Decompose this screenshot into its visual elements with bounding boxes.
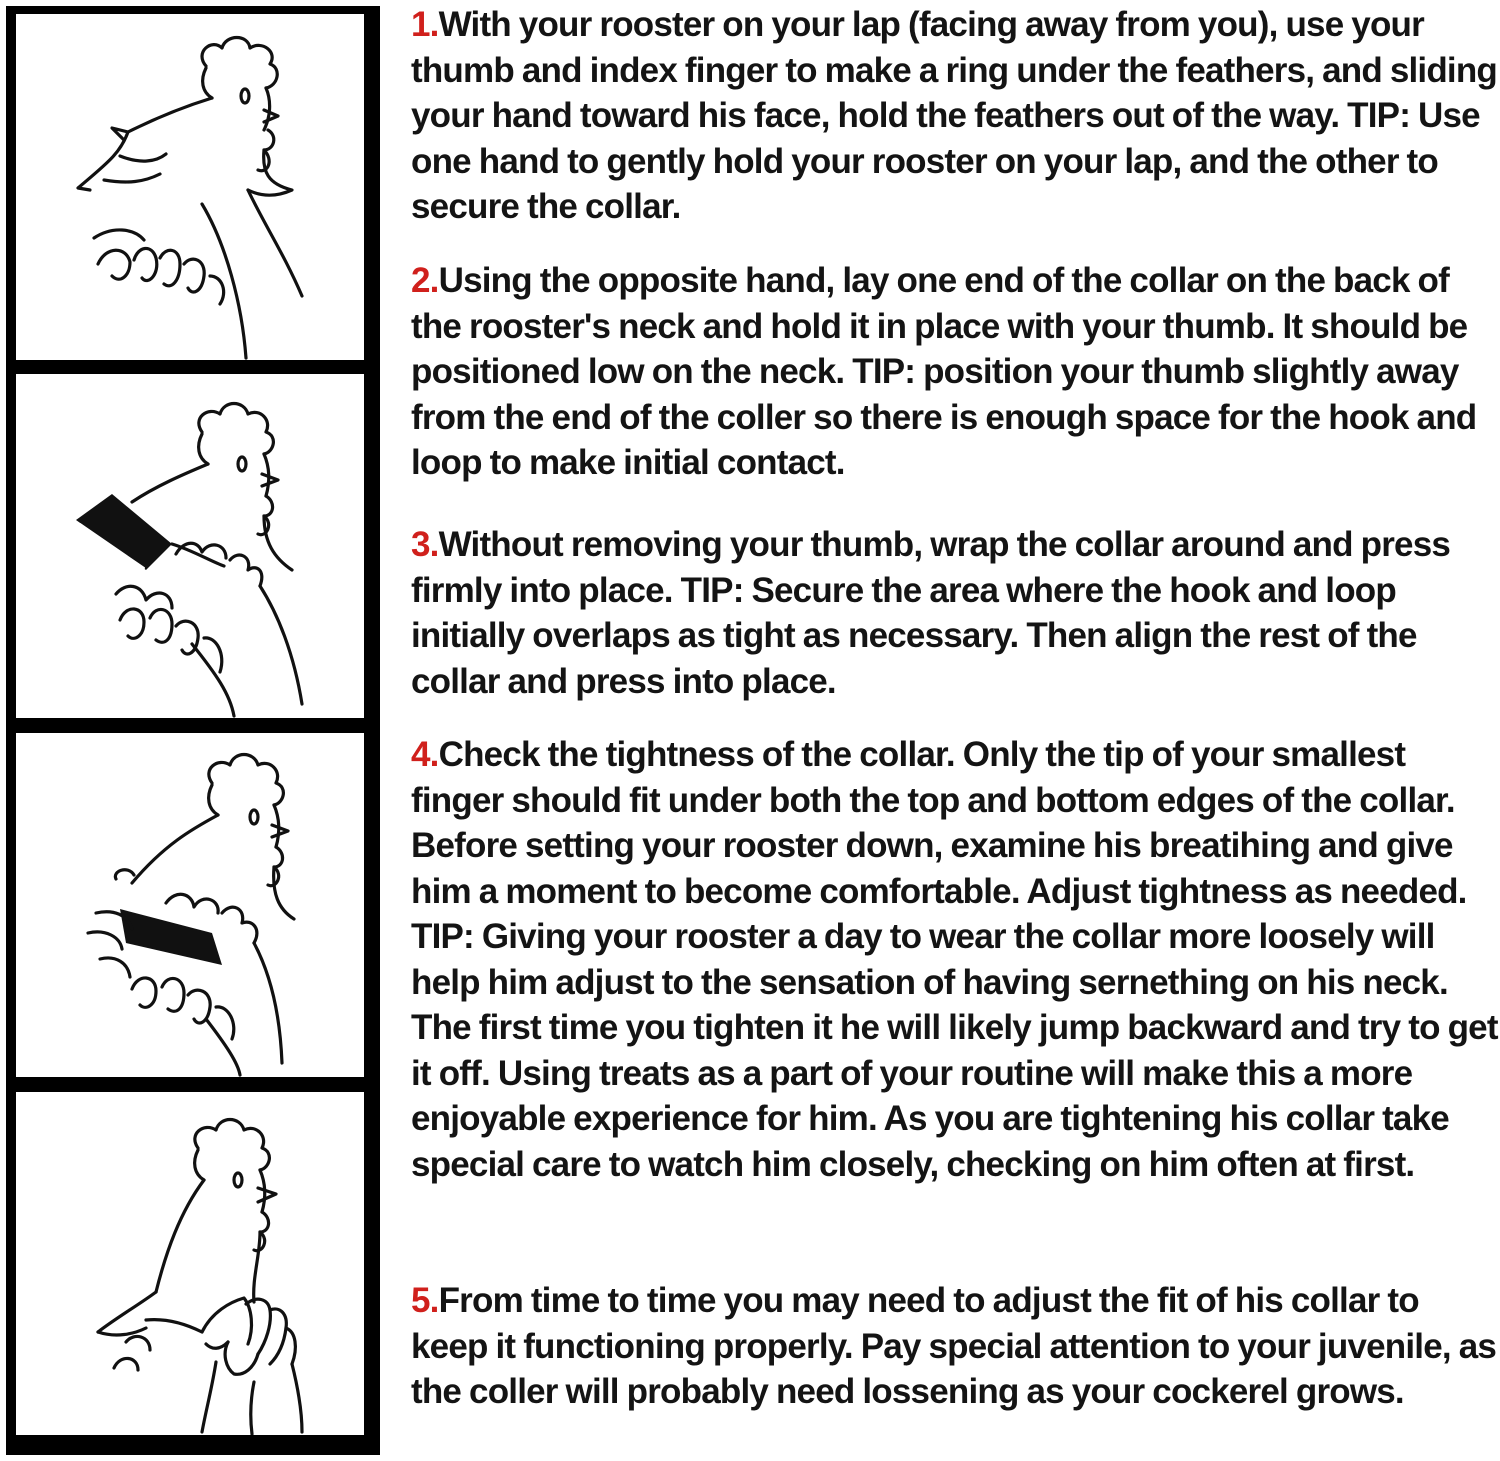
- step-text: Using the opposite hand, lay one end of the collar on the back of the rooster's neck and hold it in place with your thumb. It should be positioned low on the neck. TIP: position your thumb slightly away from the end of the coller so there is enough space for the hook and loop to make initial contact.: [411, 261, 1477, 482]
- rooster-collar-check-icon: [16, 1092, 364, 1435]
- step-number: 2.: [411, 261, 439, 300]
- rooster-collar-wrap-icon: [16, 733, 364, 1077]
- rooster-hand-ring-icon: [16, 14, 364, 360]
- step-text: Without removing your thumb, wrap the collar around and press firmly into place. TIP: Secure the area where the hook and loop initially overlaps as tight as necessary. Then align the rest of the collar and press into place.: [411, 525, 1451, 701]
- step-2: [411, 258, 1500, 486]
- step-number: 5.: [411, 1281, 439, 1320]
- step-number: 4.: [411, 735, 439, 774]
- step-3: [411, 522, 1500, 704]
- step-1: [411, 2, 1500, 230]
- step-text: With your rooster on your lap (facing away from you), use your thumb and index finger to make a ring under the feathers, and sliding your hand toward his face, hold the feathers out of the way. TIP: Use one hand to gently hold your rooster on your lap, and the other to secure the collar.: [411, 5, 1498, 226]
- step-4: [411, 732, 1500, 1187]
- rooster-collar-placement-icon: [16, 374, 364, 718]
- step-number: 3.: [411, 525, 439, 564]
- step-number: 1.: [411, 5, 439, 44]
- step-5: [411, 1278, 1500, 1415]
- step-text: Check the tightness of the collar. Only the tip of your smallest finger should fit under both the top and bottom edges of the collar. Before setting your rooster down, examine his breatihing and give him a moment to become comfortable. Adjust tightness as needed. TIP: Giving your rooster a day to wear the collar more loosely will help him adjust to the sensation of having sernething on his neck. The first time you tighten it he will likely jump backward and try to get it off. Using treats as a part of your routine will make this a more enjoyable experience for him. As you are tightening his collar take special care to watch him closely, checking on him often at first.: [411, 735, 1498, 1184]
- step-text: From time to time you may need to adjust the fit of his collar to keep it functioning properly. Pay special attention to your juvenile, as the coller will probably need lossening as your cockerel grows.: [411, 1281, 1497, 1411]
